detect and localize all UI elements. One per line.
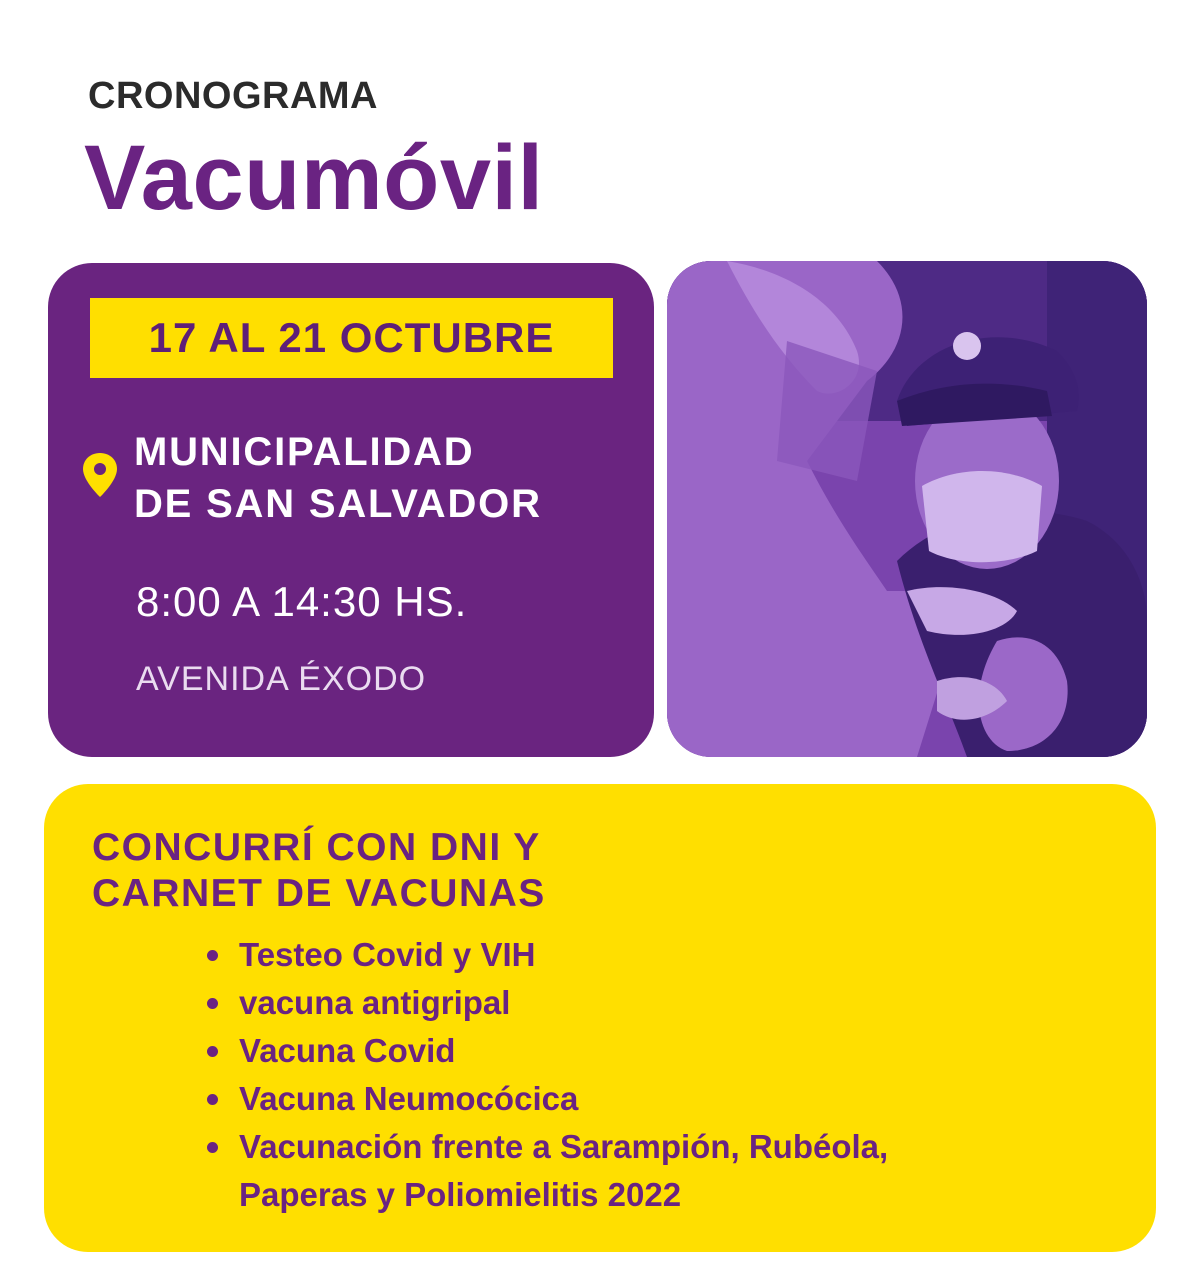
requirements-title bbox=[92, 825, 546, 917]
list-item: Vacuna Covid bbox=[204, 1027, 888, 1075]
list-item-line-2: Paperas y Poliomielitis 2022 bbox=[239, 1176, 682, 1213]
location-name bbox=[134, 426, 542, 530]
requirements-card bbox=[44, 784, 1156, 1252]
list-item: vacuna antigripal bbox=[204, 979, 888, 1027]
schedule-hours: 8:00 A 14:30 HS. bbox=[136, 578, 468, 625]
list-item bbox=[204, 1123, 888, 1219]
location-line-2: DE SAN SALVADOR bbox=[134, 482, 542, 526]
requirements-title-line-2: CARNET DE VACUNAS bbox=[92, 872, 546, 915]
location-pin-icon bbox=[80, 451, 120, 499]
page-title: Vacumóvil bbox=[84, 127, 544, 229]
location-line-1: MUNICIPALIDAD bbox=[134, 430, 475, 474]
list-item: Vacuna Neumocócica bbox=[204, 1075, 888, 1123]
schedule-card bbox=[48, 263, 654, 757]
list-item: Testeo Covid y VIH bbox=[204, 931, 888, 979]
address: AVENIDA ÉXODO bbox=[136, 660, 427, 698]
requirements-title-line-1: CONCURRÍ CON DNI Y bbox=[92, 826, 541, 869]
vaccination-photo bbox=[667, 261, 1147, 757]
date-badge: 17 AL 21 OCTUBRE bbox=[90, 298, 613, 378]
services-list bbox=[204, 931, 888, 1219]
list-item-line-1: Vacunación frente a Sarampión, Rubéola, bbox=[239, 1128, 889, 1165]
header-subtitle: CRONOGRAMA bbox=[88, 75, 378, 117]
